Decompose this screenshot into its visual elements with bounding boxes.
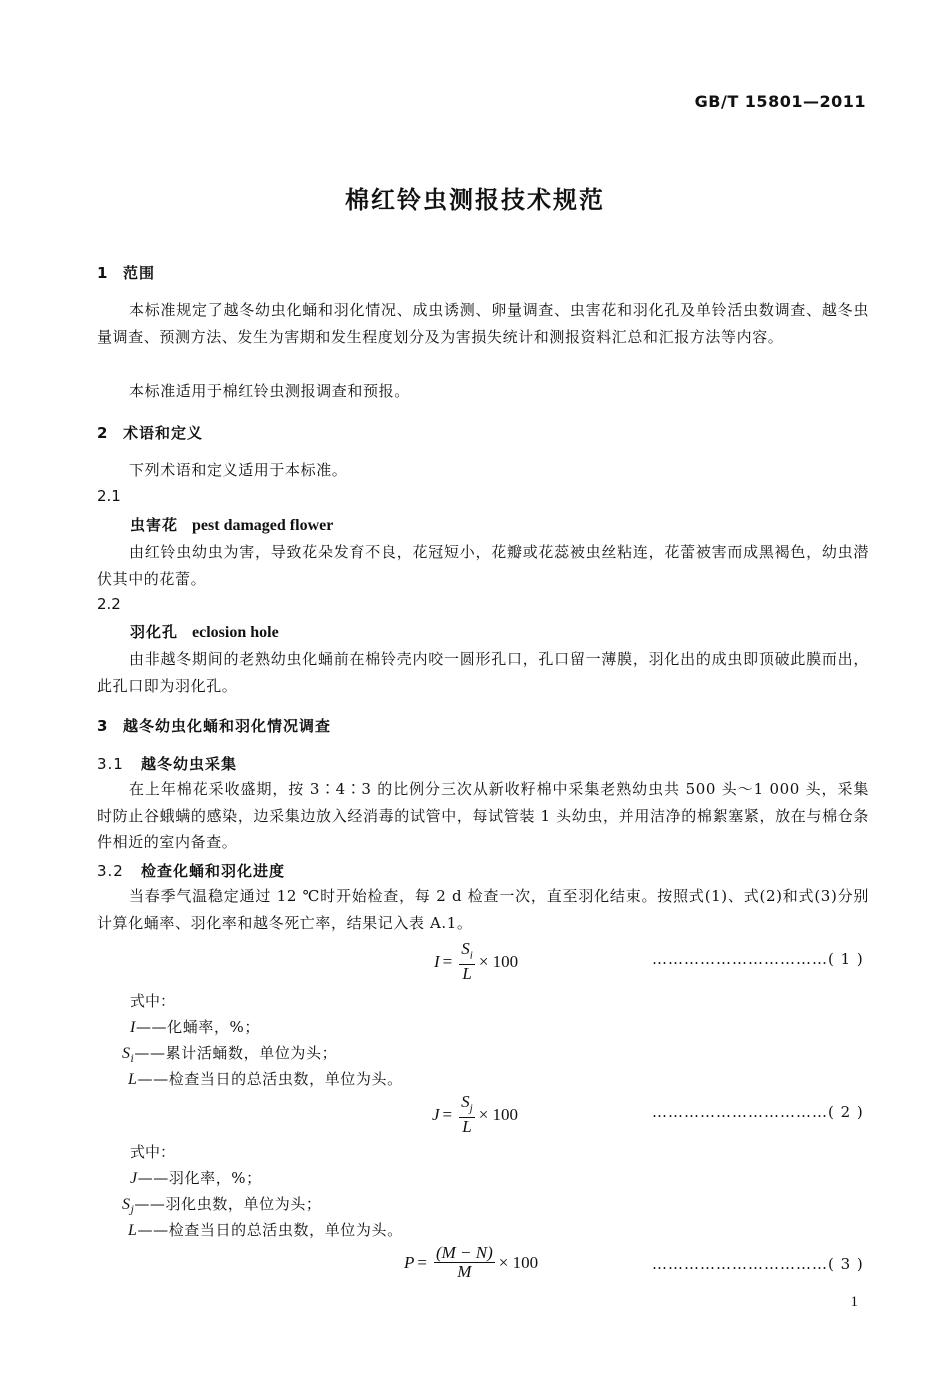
section-number: 3 <box>97 717 109 735</box>
term-definition: 由非越冬期间的老熟幼虫化蛹前在棉铃壳内咬一圆形孔口，孔口留一薄膜，羽化出的成虫即顶破此膜而出，此孔口即为羽化孔。 <box>97 650 869 695</box>
clause-number: 2.1 <box>97 487 121 505</box>
where-label: 式中： <box>130 992 176 1010</box>
multiplier: × 100 <box>478 1104 519 1124</box>
equation-number: ……………………………( 3 ) <box>652 1255 864 1273</box>
term-chinese: 虫害花 <box>130 516 179 534</box>
term-entry <box>130 621 279 642</box>
paragraph: 在上年棉花采收盛期，按 3∶4∶3 的比例分三次从新收籽棉中采集老熟幼虫共 500 头～1 000 头，采集时防止谷蛾螨的感染，边采集边放入经消毒的试管中，每试管装 1 头幼虫，并用洁净的棉絮塞紧，放在与棉仓条件相近的室内备查。 <box>97 780 869 851</box>
section-title: 范围 <box>123 264 156 282</box>
clause-number: 2.2 <box>97 595 121 613</box>
multiplier: × 100 <box>478 951 519 971</box>
section-1-heading <box>97 262 155 283</box>
section-title: 术语和定义 <box>123 424 204 442</box>
section-number: 1 <box>97 264 109 282</box>
page-number: 1 <box>850 1294 858 1310</box>
subsection-3-2-heading <box>97 860 285 881</box>
formula-3 <box>404 1244 538 1281</box>
subsection-3-1-heading <box>97 753 237 774</box>
formula-1 <box>434 940 518 983</box>
formula-lhs: I <box>434 951 440 971</box>
fraction <box>459 940 475 983</box>
variable-definition: L——检查当日的总活虫数，单位为头。 <box>128 1070 403 1088</box>
fraction <box>434 1244 495 1281</box>
fraction-denominator: L <box>462 1117 472 1137</box>
fraction-denominator: M <box>457 1262 472 1281</box>
document-title: 棉红铃虫测报技术规范 <box>345 186 605 214</box>
equation-number: ……………………………( 2 ) <box>652 1103 864 1121</box>
section-2-heading <box>97 422 203 443</box>
subsection-title: 越冬幼虫采集 <box>141 755 238 773</box>
section-3-heading <box>97 715 331 736</box>
variable-definition: I——化蛹率，%； <box>130 1018 260 1036</box>
term-english: eclosion hole <box>192 624 279 641</box>
section-title: 越冬幼虫化蛹和羽化情况调查 <box>123 717 332 735</box>
term-chinese: 羽化孔 <box>130 623 179 641</box>
equals-sign: = <box>442 1104 453 1124</box>
paragraph: 下列术语和定义适用于本标准。 <box>129 461 348 479</box>
fraction-numerator: $S_i$ <box>459 940 475 965</box>
term-entry <box>130 514 333 535</box>
paragraph: 本标准适用于棉红铃虫测报调查和预报。 <box>129 382 410 400</box>
variable-definition: J——羽化率，%； <box>130 1169 262 1187</box>
subsection-number: 3.2 <box>97 862 124 880</box>
subsection-number: 3.1 <box>97 755 124 773</box>
fraction-denominator: L <box>462 964 472 984</box>
variable-definition: $S_j——$羽化虫数，单位为头； <box>122 1195 322 1216</box>
fraction <box>459 1093 475 1136</box>
formula-2 <box>432 1093 518 1136</box>
standard-number: GB/T 15801—2011 <box>694 92 866 111</box>
formula-lhs: J <box>432 1104 440 1124</box>
equals-sign: = <box>417 1252 427 1272</box>
multiplier: × 100 <box>498 1252 539 1272</box>
where-label: 式中： <box>130 1143 176 1161</box>
term-english: pest damaged flower <box>192 517 334 534</box>
paragraph: 当春季气温稳定通过 12 ℃时开始检查，每 2 d 检查一次，直至羽化结束。按照式(1)、式(2)和式(3)分别计算化蛹率、羽化率和越冬死亡率，结果记入表 A.1。 <box>97 887 869 932</box>
equals-sign: = <box>442 951 453 971</box>
fraction-numerator: (M − N) <box>435 1243 493 1262</box>
equation-number: ……………………………( 1 ) <box>652 950 864 968</box>
subsection-title: 检查化蛹和羽化进度 <box>141 862 286 880</box>
variable-definition: $S_i——$累计活蛹数，单位为头； <box>122 1044 338 1065</box>
variable-definition: L——检查当日的总活虫数，单位为头。 <box>128 1221 403 1239</box>
term-definition: 由红铃虫幼虫为害，导致花朵发育不良，花冠短小，花瓣或花蕊被虫丝粘连，花蕾被害而成黑褐色，幼虫潜伏其中的花蕾。 <box>97 543 869 588</box>
formula-lhs: P <box>404 1252 415 1272</box>
section-number: 2 <box>97 424 109 442</box>
fraction-numerator: $S_j$ <box>459 1093 475 1118</box>
paragraph: 本标准规定了越冬幼虫化蛹和羽化情况、成虫诱测、卵量调查、虫害花和羽化孔及单铃活虫数调查、越冬虫量调查、预测方法、发生为害期和发生程度划分及为害损失统计和测报资料汇总和汇报方法等内容。 <box>97 301 869 346</box>
